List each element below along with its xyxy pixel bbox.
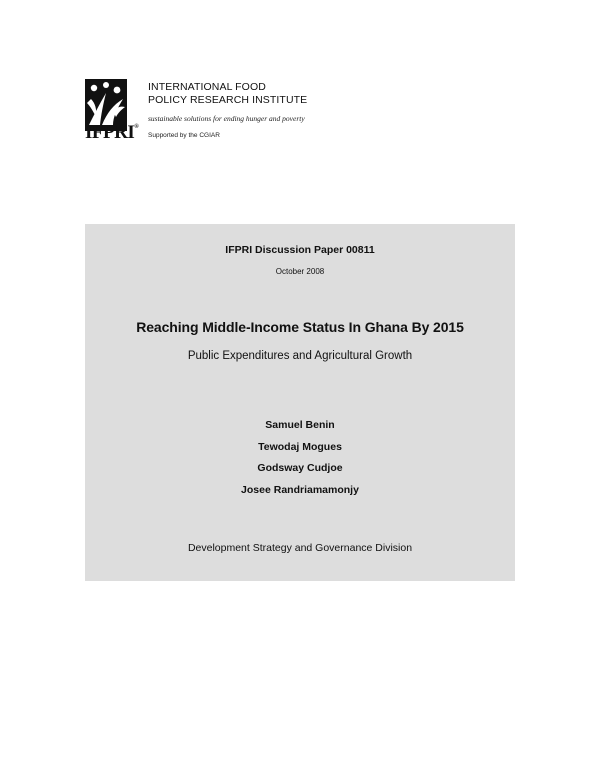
author-name: Samuel Benin [265, 419, 335, 431]
author-list [85, 415, 515, 501]
paper-title: Reaching Middle-Income Status In Ghana By 2015 [136, 319, 464, 335]
author-name: Josee Randriamamonjy [241, 483, 359, 496]
series-label: IFPRI Discussion Paper 00811 [225, 244, 375, 256]
organization-name [148, 81, 307, 107]
logo-wordmark: IFPRI® [85, 122, 139, 143]
supported-by-note: Supported by the CGIAR [148, 132, 220, 139]
division-name: Development Strategy and Governance Division [187, 542, 413, 554]
author-name: Tewodaj Mogues [258, 440, 342, 453]
organization-tagline: sustainable solutions for ending hunger and poverty [148, 114, 305, 123]
ifpri-logo [85, 70, 385, 150]
author-name: Godsway Cudjoe [257, 462, 343, 474]
cover-panel [85, 224, 515, 581]
publication-date: October 2008 [275, 267, 325, 276]
paper-subtitle: Public Expenditures and Agricultural Growth [187, 350, 413, 362]
organization-name-line1: INTERNATIONAL FOOD [148, 81, 266, 93]
organization-name-line2: POLICY RESEARCH INSTITUTE [148, 94, 308, 106]
